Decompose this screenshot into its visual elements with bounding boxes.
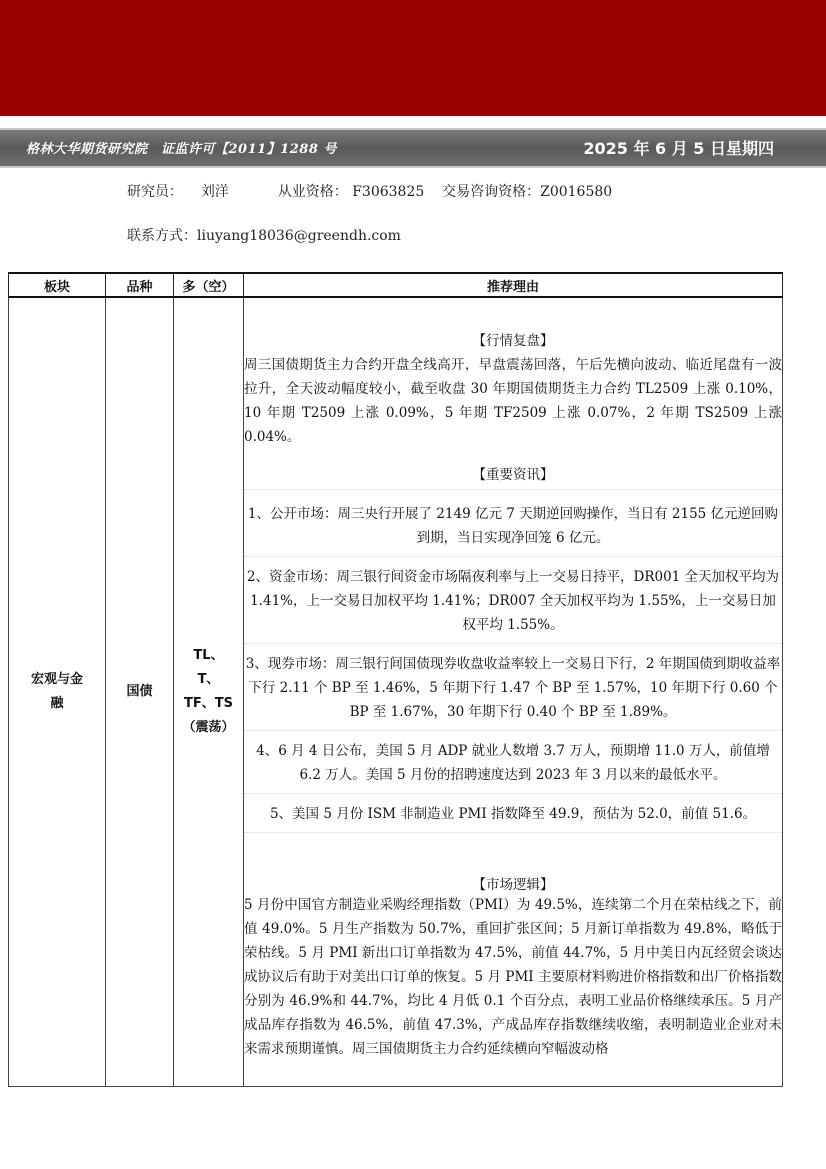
table-row [9,297,783,1087]
report-date: 2025 年 6 月 5 日星期四 [583,139,774,158]
header-sector: 板块 [9,273,106,297]
researcher-label: 研究员： [127,184,183,200]
header-reason: 推荐理由 [244,273,783,297]
consult-qualification-label: 交易咨询资格： [442,184,541,200]
header-bar [0,128,826,168]
reason-cell [244,297,783,1087]
researcher-name: 刘洋 [200,184,229,200]
consult-qualification-number: Z0016580 [540,184,613,200]
table-header-row [9,273,783,297]
qualification-label: 从业资格： [277,184,348,200]
recommendation-table [8,272,783,1087]
variety-cell: 国债 [106,297,174,1087]
institute-license: 格林大华期货研究院 证监许可【2011】1288 号 [26,142,337,157]
sector-text: 宏观与金融 [30,672,83,711]
news-item: 2、资金市场：周三银行间资金市场隔夜利率与上一交易日持平，DR001 全天加权平均为 1.41%，上一交易日加权平均 1.41%；DR007 全天加权平均为 1.55%，上一交易日加权平均 1.55%。 [244,565,782,644]
header-direction: 多（空） [174,273,244,297]
contact-email[interactable]: liuyang18036@greendh.com [197,228,401,244]
review-paragraph: 周三国债期货主力合约开盘全线高开，早盘震荡回落，午后先横向波动、临近尾盘有一波拉升，全天波动幅度较小，截至收盘 30 年期国债期货主力合约 TL2509 上涨 0.10%，10 年期 T2509 上涨 0.09%，5 年期 TF2509 上涨 0.07%，2 年期 TS2509 上涨 0.04%。 [244,357,782,445]
news-item: 3、现券市场：周三银行间国债现券收盘收益率较上一交易日下行，2 年期国债到期收益率下行 2.11 个 BP 至 1.46%，5 年期下行 1.47 个 BP 至 1.57%，10 年期下行 0.60 个 BP 至 1.67%，30 年期下行 0.40 个 BP 至 1.89%。 [244,652,782,731]
header-variety: 品种 [106,273,174,297]
logic-heading: 【市场逻辑】 [472,877,554,893]
contact-info [127,225,401,245]
direction-text: TL、T、TF、TS（震荡） [182,648,235,735]
direction-cell [174,297,244,1087]
researcher-info [127,181,612,201]
news-heading: 【重要资讯】 [244,463,782,490]
news-item: 4、6 月 4 日公布，美国 5 月 ADP 就业人数增 3.7 万人，预期增 11.0 万人，前值增 6.2 万人。美国 5 月份的招聘速度达到 2023 年 3 月以来的最低水平。 [244,739,782,794]
qualification-number: F3063825 [352,184,425,200]
news-item: 5、美国 5 月份 ISM 非制造业 PMI 指数降至 49.9，预估为 52.0，前值 51.6。 [244,802,782,833]
logic-paragraph: 5 月份中国官方制造业采购经理指数（PMI）为 49.5%，连续第二个月在荣枯线之下，前值 49.0%。5 月生产指数为 50.7%，重回扩张区间；5 月新订单指数为 49.8%，略低于荣枯线。5 月 PMI 新出口订单指数为 47.5%，前值 44.7%，5 月中美日内瓦经贸会谈达成协议后有助于对美出口订单的恢复。5 月 PMI 主要原材料购进价格指数和出厂价格指数分别为 46.9%和 44.7%，均比 4 月低 0.1 个百分点，表明工业品价格继续承压。5 月产成品库存指数为 46.5%，前值 47.3%，产成品库存指数继续收缩，表明制造业企业对未来需求预期谨慎。周三国债期货主力合约延续横向窄幅波动格 [244,897,782,1057]
sector-cell [9,297,106,1087]
top-red-banner [0,0,826,116]
news-item: 1、公开市场：周三央行开展了 2149 亿元 7 天期逆回购操作，当日有 2155 亿元逆回购到期，当日实现净回笼 6 亿元。 [244,502,782,557]
review-heading: 【行情复盘】 [472,333,554,349]
contact-label: 联系方式： [127,228,197,244]
